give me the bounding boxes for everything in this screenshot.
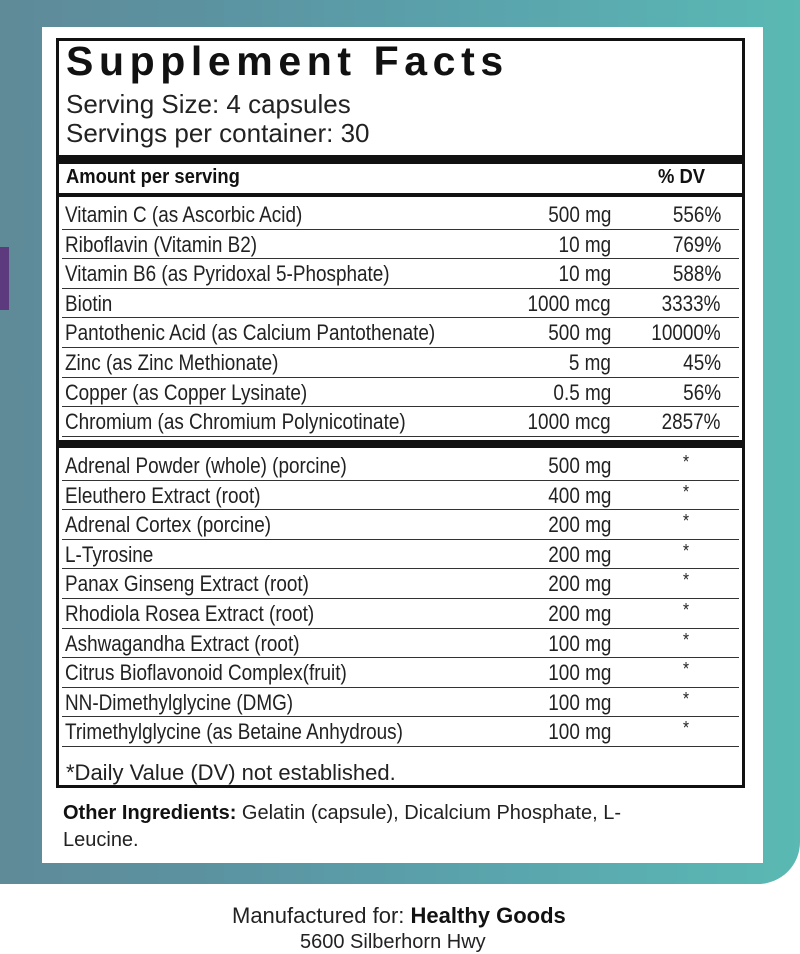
nutrient-row: [62, 259, 739, 289]
nutrient-name: Biotin: [65, 290, 113, 316]
nutrient-name: Adrenal Cortex (porcine): [65, 512, 272, 538]
nutrient-row: [62, 289, 739, 319]
nutrient-row: [62, 407, 739, 437]
nutrient-amount: 0.5 mg: [553, 379, 611, 405]
header-rule: [59, 193, 742, 197]
nutrient-amount: 400 mg: [547, 482, 611, 508]
nutrient-amount: 200 mg: [547, 571, 611, 597]
nutrient-daily-value: 10000%: [651, 320, 721, 346]
nutrient-daily-value: 556%: [672, 202, 721, 227]
serving-size: Serving Size: 4 capsules: [66, 89, 351, 119]
nutrient-row: [62, 348, 739, 378]
nutrient-daily-value: *: [682, 629, 689, 650]
nutrient-name: Citrus Bioflavonoid Complex(fruit): [65, 660, 347, 686]
nutrient-daily-value: 2857%: [662, 409, 721, 435]
nutrient-daily-value: *: [682, 481, 689, 502]
nutrient-daily-value: *: [682, 540, 689, 561]
other-ingredients-label: Other Ingredients:: [63, 802, 237, 824]
nutrient-daily-value: 45%: [683, 350, 721, 375]
daily-value-footnote: *Daily Value (DV) not established.: [66, 760, 396, 785]
nutrient-name: Pantothenic Acid (as Calcium Pantothenate): [65, 320, 436, 346]
nutrient-amount: 100 mg: [547, 660, 611, 686]
nutrient-row: [62, 318, 739, 348]
nutrient-row: [62, 200, 739, 230]
nutrient-row: [62, 629, 739, 659]
nutrient-amount: 500 mg: [547, 202, 611, 227]
nutrient-daily-value: *: [682, 659, 689, 680]
dv-header: % DV: [658, 166, 706, 188]
amount-per-serving-header: Amount per serving: [66, 166, 240, 188]
nutrient-amount: 500 mg: [547, 320, 611, 346]
thick-rule-top: [59, 155, 742, 164]
nutrient-amount: 100 mg: [547, 630, 611, 656]
nutrient-daily-value: *: [682, 600, 689, 620]
thick-rule-middle: [59, 440, 742, 448]
nutrient-name: Trimethylglycine (as Betaine Anhydrous): [65, 719, 403, 745]
nutrient-row: [62, 378, 739, 408]
nutrient-amount: 500 mg: [547, 453, 611, 478]
nutrient-amount: 100 mg: [547, 719, 611, 745]
nutrient-row: [62, 481, 739, 511]
other-ingredients: [63, 800, 663, 854]
nutrient-row: [62, 451, 739, 481]
nutrient-name: Copper (as Copper Lysinate): [65, 379, 308, 405]
nutrient-amount: 10 mg: [558, 231, 611, 257]
other-ingredients-text: Gelatin (capsule), Dicalcium Phosphate, L-Leucine.: [63, 802, 621, 851]
nutrient-name: Eleuthero Extract (root): [65, 482, 261, 508]
nutrient-amount: 5 mg: [568, 350, 611, 375]
supplement-facts-title: Supplement Facts: [66, 38, 509, 84]
nutrient-name: Ashwagandha Extract (root): [65, 630, 300, 656]
nutrient-daily-value: 56%: [683, 379, 721, 405]
nutrient-name: NN-Dimethylglycine (DMG): [65, 689, 294, 715]
nutrient-row: [62, 599, 739, 629]
nutrient-amount: 10 mg: [558, 261, 611, 287]
nutrient-name: Panax Ginseng Extract (root): [65, 571, 309, 597]
nutrient-daily-value: 588%: [672, 261, 721, 287]
nutrient-row: [62, 688, 739, 718]
nutrient-row: [62, 658, 739, 688]
nutrient-daily-value: 3333%: [662, 290, 721, 316]
nutrient-daily-value: 769%: [672, 231, 721, 257]
nutrient-name: Zinc (as Zinc Methionate): [65, 350, 279, 375]
nutrient-name: Vitamin B6 (as Pyridoxal 5-Phosphate): [65, 261, 390, 287]
manufactured-for-prefix: Manufactured for:: [232, 903, 411, 928]
nutrient-amount: 200 mg: [547, 512, 611, 538]
nutrient-amount: 1000 mcg: [527, 409, 611, 435]
nutrient-row: [62, 510, 739, 540]
manufacturer-name: Healthy Goods: [410, 903, 566, 928]
servings-per-container: Servings per container: 30: [66, 118, 370, 148]
nutrient-name: Adrenal Powder (whole) (porcine): [65, 453, 347, 478]
nutrient-amount: 200 mg: [547, 541, 611, 567]
nutrient-row: [62, 230, 739, 260]
nutrient-amount: 200 mg: [547, 601, 611, 626]
nutrient-daily-value: *: [682, 688, 689, 709]
nutrient-daily-value: *: [682, 452, 689, 472]
manufacturer-address: 5600 Silberhorn Hwy: [300, 931, 486, 953]
nutrient-name: L-Tyrosine: [65, 541, 154, 567]
nutrient-row: [62, 569, 739, 599]
nutrient-amount: 100 mg: [547, 689, 611, 715]
nutrient-daily-value: *: [682, 718, 689, 739]
manufactured-for: [232, 903, 566, 929]
nutrient-daily-value: *: [682, 570, 689, 591]
nutrient-name: Rhodiola Rosea Extract (root): [65, 601, 315, 626]
nutrient-name: Riboflavin (Vitamin B2): [65, 231, 258, 257]
nutrient-row: [62, 717, 739, 747]
nutrient-amount: 1000 mcg: [527, 290, 611, 316]
nutrient-row: [62, 540, 739, 570]
purple-tab-accent: [0, 247, 9, 310]
nutrient-name: Chromium (as Chromium Polynicotinate): [65, 409, 406, 435]
nutrient-daily-value: *: [682, 511, 689, 532]
nutrient-name: Vitamin C (as Ascorbic Acid): [65, 202, 303, 227]
